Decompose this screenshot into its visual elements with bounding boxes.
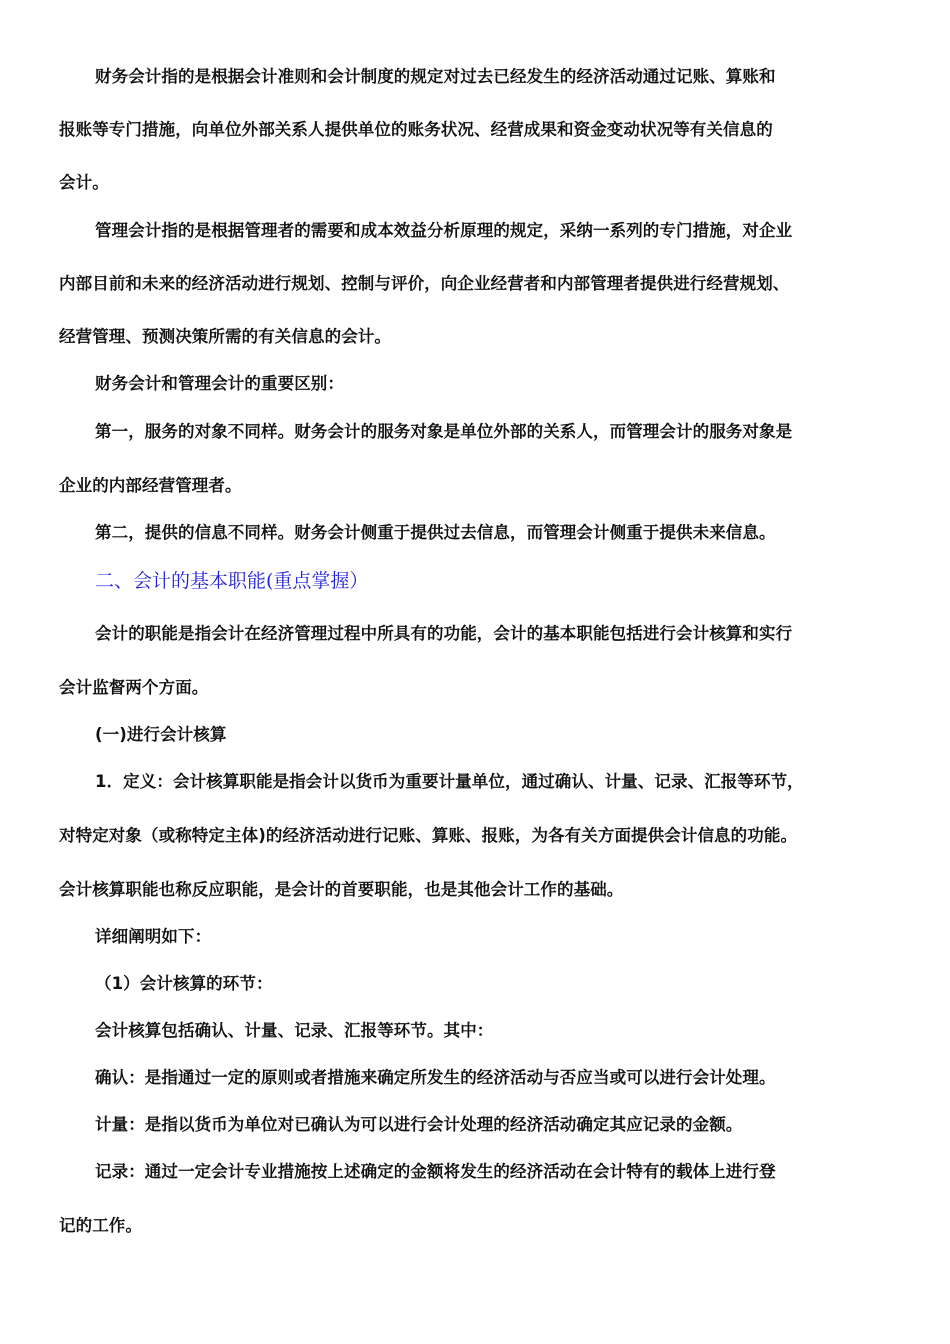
- text-line-p6-l1: 会计的职能是指会计在经济管理过程中所具有的功能，会计的基本职能包括进行会计核算和实行: [95, 624, 793, 643]
- text-line-p14-l2: 记的工作。: [59, 1216, 142, 1235]
- text-line-p3-l1: 财务会计和管理会计的重要区别：: [95, 374, 344, 393]
- text-line-p4-l2: 企业的内部经营管理者。: [59, 476, 242, 495]
- text-line-p8-l1: 1．定义：会计核算职能是指会计以货币为重要计量单位，通过确认、计量、记录、汇报等环节，: [95, 772, 804, 791]
- text-line-p9-l1: 详细阐明如下：: [95, 927, 212, 946]
- text-line-p12-l1: 确认：是指通过一定的原则或者措施来确定所发生的经济活动与否应当或可以进行会计处理。: [95, 1068, 776, 1087]
- text-line-p1-l2: 报账等专门措施，向单位外部关系人提供单位的账务状况、经营成果和资金变动状况等有关信息的: [59, 120, 773, 139]
- text-line-p5-l1: 第二，提供的信息不同样。财务会计侧重于提供过去信息，而管理会计侧重于提供未来信息。: [95, 523, 776, 542]
- text-line-p2-l3: 经营管理、预测决策所需的有关信息的会计。: [59, 327, 391, 346]
- text-line-p11-l1: 会计核算包括确认、计量、记录、汇报等环节。其中：: [95, 1021, 494, 1040]
- text-line-p8-l3: 会计核算职能也称反应职能，是会计的首要职能，也是其他会计工作的基础。: [59, 880, 624, 899]
- section-heading: 二、会计的基本职能(重点掌握）: [95, 570, 369, 592]
- text-line-p10-l1: （1）会计核算的环节：: [95, 974, 273, 993]
- text-line-p8-l2: 对特定对象（或称特定主体)的经济活动进行记账、算账、报账，为各有关方面提供会计信息的功能。: [59, 826, 798, 845]
- text-line-p2-l1: 管理会计指的是根据管理者的需要和成本效益分析原理的规定，采纳一系列的专门措施，对企业: [95, 221, 793, 240]
- text-line-p2-l2: 内部目前和未来的经济活动进行规划、控制与评价，向企业经营者和内部管理者提供进行经营规划、: [59, 274, 790, 293]
- text-line-p4-l1: 第一，服务的对象不同样。财务会计的服务对象是单位外部的关系人，而管理会计的服务对象是: [95, 422, 793, 441]
- text-line-p6-l2: 会计监督两个方面。: [59, 678, 209, 697]
- text-line-p7-l1: (一)进行会计核算: [95, 725, 227, 744]
- text-line-p1-l3: 会计。: [59, 173, 109, 192]
- text-line-p1-l1: 财务会计指的是根据会计准则和会计制度的规定对过去已经发生的经济活动通过记账、算账和: [95, 67, 776, 86]
- text-line-p13-l1: 计量：是指以货币为单位对已确认为可以进行会计处理的经济活动确定其应记录的金额。: [95, 1115, 743, 1134]
- text-line-p14-l1: 记录：通过一定会计专业措施按上述确定的金额将发生的经济活动在会计特有的载体上进行登: [95, 1162, 776, 1181]
